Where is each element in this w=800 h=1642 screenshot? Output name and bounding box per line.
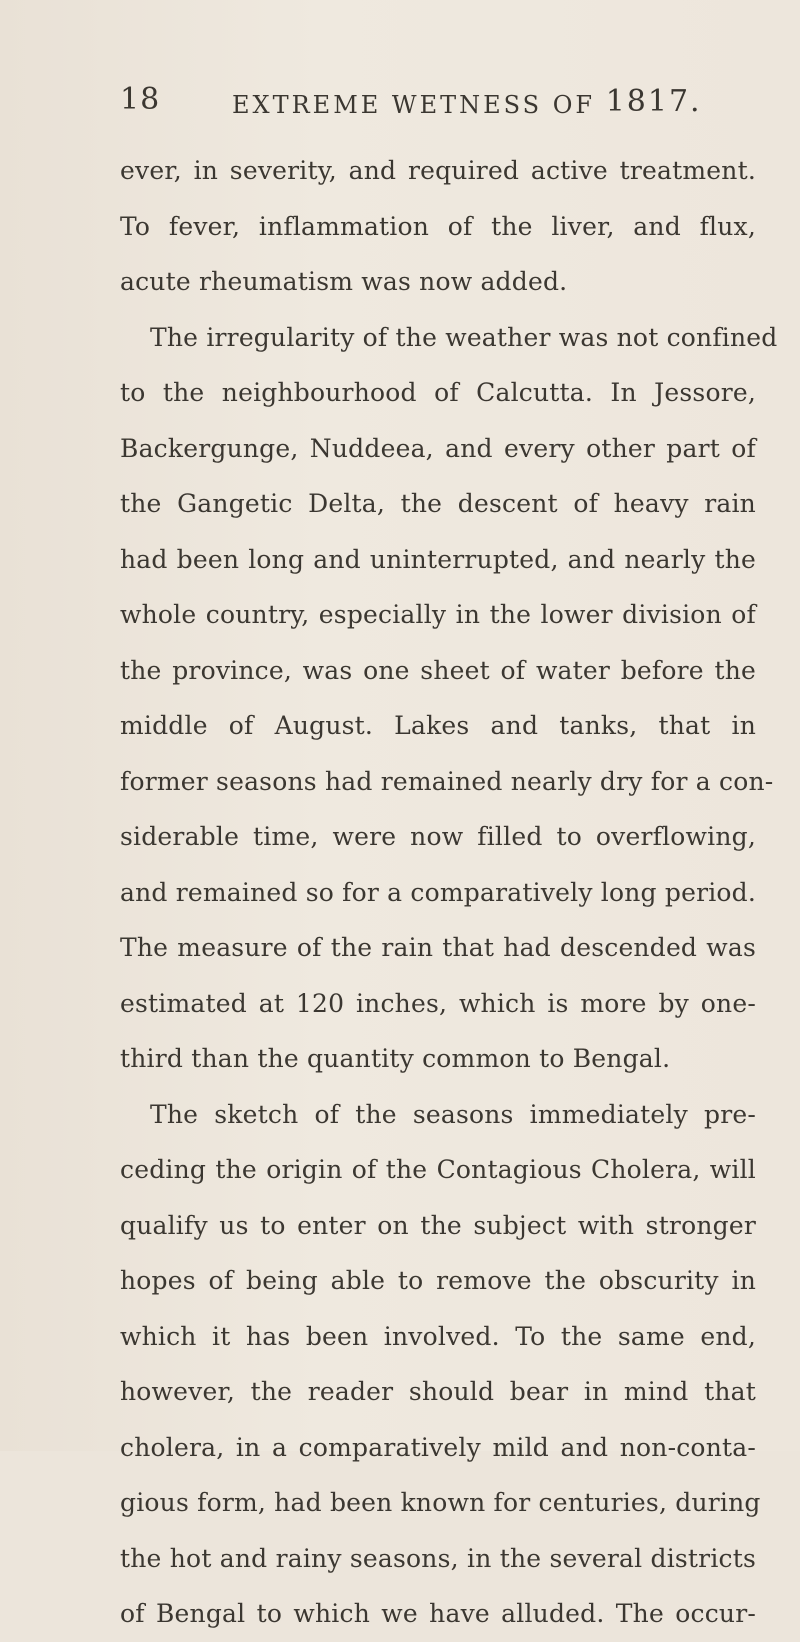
text-line: hopes of being able to remove the obscurity in: [120, 1266, 756, 1295]
text-line: had been long and uninterrupted, and nearly the: [120, 544, 756, 574]
text-line: to the neighbourhood of Calcutta. In Jessore,: [120, 378, 756, 407]
text-line: and remained so for a comparatively long period.: [120, 877, 757, 907]
text-line: which it has been involved. To the same end,: [120, 1321, 756, 1351]
page-number: 18: [120, 82, 161, 117]
text-line: whole country, especially in the lower division of: [120, 600, 756, 629]
text-line: former seasons had remained nearly dry for a con-: [120, 766, 774, 796]
text-line: acute rheumatism was now added.: [120, 267, 568, 296]
text-line: ever, in severity, and required active treatment.: [120, 156, 756, 185]
text-line: The irregularity of the weather was not confined: [150, 322, 778, 352]
running-head-title: EXTREME WETNESS OF: [232, 91, 596, 119]
text-line: siderable time, were now filled to overflowing,: [120, 822, 756, 851]
page-header: [120, 82, 760, 122]
text-line: of Bengal to which we have alluded. The occur-: [120, 1599, 756, 1628]
text-line: ceding the origin of the Contagious Cholera, will: [120, 1155, 756, 1184]
body-text: [120, 143, 778, 1642]
text-line: The measure of the rain that had descended was: [120, 933, 756, 962]
text-line: estimated at 120 inches, which is more by one-: [120, 988, 756, 1018]
text-line: middle of August. Lakes and tanks, that in: [120, 711, 756, 740]
text-line: cholera, in a comparatively mild and non-conta-: [120, 1432, 756, 1462]
text-line: qualify us to enter on the subject with stronger: [120, 1210, 756, 1240]
text-line: To fever, inflammation of the liver, and flux,: [120, 211, 756, 241]
text-line: the hot and rainy seasons, in the several districts: [120, 1543, 756, 1573]
text-line: the province, was one sheet of water before the: [120, 655, 756, 685]
running-head: [232, 86, 702, 121]
text-line: third than the quantity common to Bengal.: [120, 1044, 671, 1073]
text-line: the Gangetic Delta, the descent of heavy rain: [120, 489, 756, 518]
running-head-year: 1817.: [605, 84, 702, 119]
text-line: Backergunge, Nuddeea, and every other part of: [120, 433, 756, 463]
text-line: however, the reader should bear in mind that: [120, 1377, 756, 1406]
text-line: The sketch of the seasons immediately pre-: [150, 1099, 756, 1129]
text-line: gious form, had been known for centuries, during: [120, 1488, 761, 1517]
